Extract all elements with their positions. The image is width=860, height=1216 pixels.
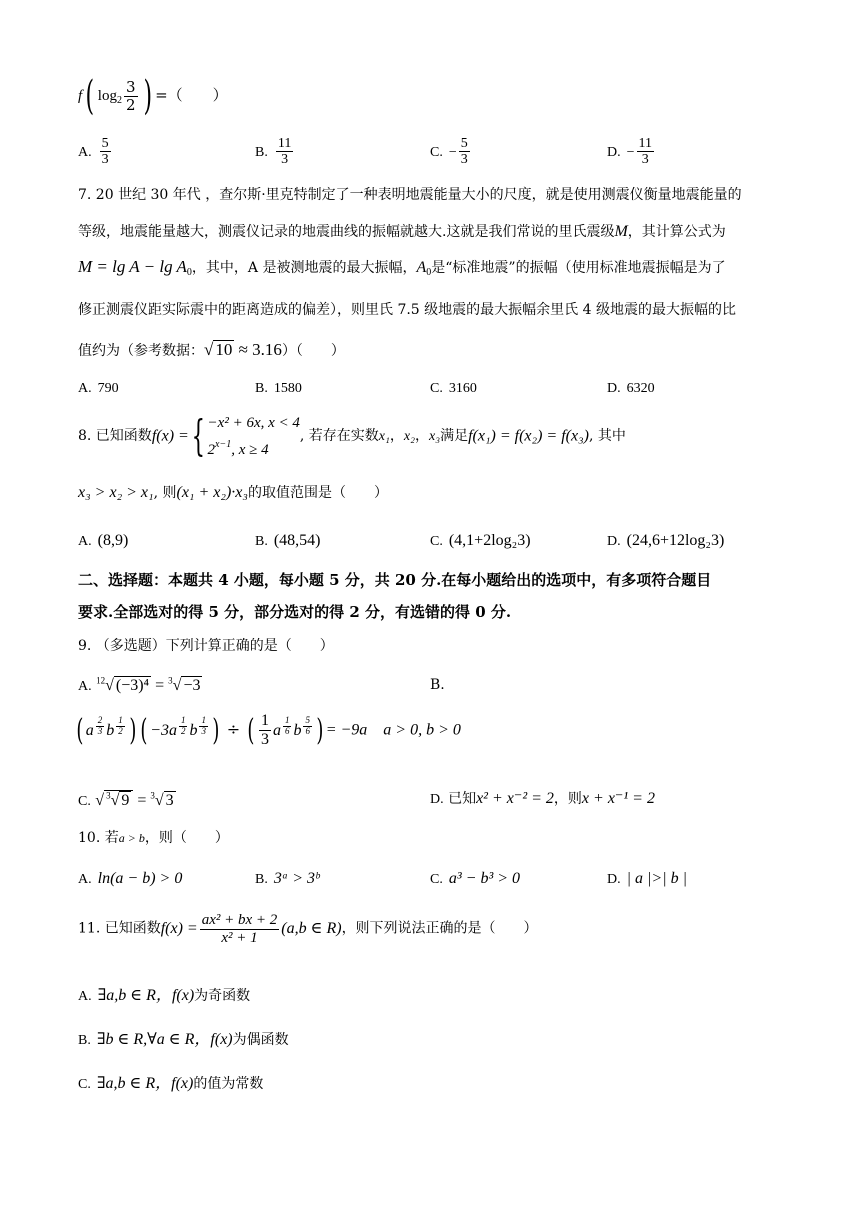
- q6-frac-den: 2: [125, 95, 136, 114]
- option-math: ∃a,b ∈ R，: [96, 1075, 172, 1092]
- q9b-term2: −3a $^{\frac{1}{2}}$ b $^{\frac{1}{3}}$: [150, 714, 206, 739]
- frac-num: 11: [277, 136, 292, 151]
- option-label: B.: [255, 144, 268, 160]
- q6-frac: [124, 79, 138, 113]
- option-label: B.: [255, 534, 268, 549]
- q8-mid: , 若存在实数: [299, 427, 379, 444]
- q6-eq: =（ ）: [155, 86, 228, 104]
- q8-cases: [208, 412, 300, 461]
- q10-option-b: [255, 870, 319, 888]
- option-label: A.: [78, 872, 92, 887]
- q9b-frac: $\frac{1}{3}$: [260, 712, 269, 748]
- q11-option-c: [78, 1070, 263, 1093]
- option-label: B.: [255, 872, 268, 887]
- q8-tail: , 其中: [588, 427, 626, 444]
- option-label: B.: [255, 381, 268, 396]
- radical-index: 3: [150, 790, 155, 801]
- q7-a0-symbol: A: [416, 259, 427, 276]
- q11-frac-num: ax² + bx + 2: [201, 912, 278, 928]
- q6-base: 2: [116, 95, 122, 106]
- q7-line1: 7. 20 世纪 30 年代 ，查尔斯·里克特制定了一种表明地震能量大小的尺度，就是使用测震仪衡量地震能量的: [78, 187, 742, 203]
- option-math: ∃b ∈ R,∀a ∈ R，: [96, 1031, 211, 1048]
- option-label: D.: [607, 144, 621, 160]
- frac-den: 3: [281, 152, 289, 168]
- option-text: a³ − b³ > 0: [448, 870, 521, 887]
- option-label: C.: [78, 794, 91, 809]
- q9-option-a: [78, 676, 202, 695]
- frac-num: 11: [638, 136, 653, 151]
- q8-line1: 8. 已知函数f(x) ={ −x² + 6x, x < 4 $2^{x-1}$, x ≥ 4 , 若存在实数x₁，x₂，x₃满足f(x₁) = f(x₂) = f(x₃), 其中: [78, 411, 626, 461]
- q11-option-a: [78, 982, 250, 1005]
- q7-line2-text: 等级，地震能量越大，测震仪记录的地震曲线的振幅就越大.这就是我们常说的里氏震级: [78, 224, 615, 240]
- q7-sqrt-arg: 10: [215, 340, 233, 359]
- option-fx: f(x): [210, 1031, 233, 1048]
- q9-option-c: [78, 790, 176, 810]
- q6-option-c: [430, 136, 472, 168]
- q8-expr: (x₁ + x₂)·x₃: [176, 484, 248, 501]
- q7-line2: [78, 223, 726, 241]
- paren: (: [140, 712, 148, 748]
- q7-magnitude-symbol: M: [614, 223, 628, 240]
- q7-line3-text: ，其中，A 是被测地震的最大振幅，: [191, 260, 417, 276]
- q7-line4: 修正测震仪距实际震中的距离造成的偏差），则里氏 7.5 级地震的最大振幅余里氏 4 级地震的最大振幅的比: [78, 302, 736, 318]
- radicand: (−3)⁴: [115, 677, 150, 694]
- q8-x3: x₃: [428, 428, 441, 444]
- option-frac: [276, 136, 293, 168]
- q9d-expr1: x² + x⁻² = 2: [476, 790, 554, 807]
- option-label: A.: [78, 989, 92, 1004]
- q7-line2-tail: ，其计算公式为: [627, 224, 726, 240]
- option-frac: [637, 136, 654, 168]
- option-text: ln(a − b) > 0: [97, 870, 183, 887]
- option-text: 790: [97, 381, 119, 396]
- q8-case2-base: 2: [207, 442, 216, 458]
- q9-stem: 9. （多选题）下列计算正确的是（ ）: [78, 638, 334, 654]
- q11-frac-den: x² + 1: [221, 929, 258, 946]
- option-label: D.: [607, 534, 621, 549]
- q10-option-d: [607, 870, 687, 888]
- radical-index: 3: [106, 790, 111, 801]
- q8-case1: −x² + 6x, x < 4: [207, 415, 300, 431]
- q11-tail: ，则下列说法正确的是（ ）: [341, 920, 538, 937]
- option-label: A.: [78, 679, 92, 694]
- option-text: (24,6+12log₂3): [626, 532, 725, 549]
- radical-index: 12: [96, 675, 106, 686]
- q9-c-expr: √ $^3$√ 9 = $^3$√ 3: [95, 790, 174, 809]
- option-text: 6320: [626, 381, 655, 396]
- section2-line1: 二、选择题：本题共 4 小题，每小题 5 分，共 20 分.在每小题给出的选项中，有多项符合题目: [78, 571, 712, 589]
- q10-stem-a: 10. 若: [78, 830, 119, 846]
- option-text: (4,1+2log₂3): [448, 532, 531, 549]
- frac-num: 5: [101, 136, 109, 151]
- option-fx: f(x): [171, 1075, 194, 1092]
- q9-a-expr: $^{12}$√ (−3)⁴ = $^3$√ −3: [96, 675, 201, 694]
- q7-option-a: [78, 380, 119, 397]
- q8-fx: f(x) =: [151, 427, 189, 445]
- q9b-term3: a $^{\frac{1}{6}}$ b $^{\frac{5}{6}}$: [272, 714, 310, 739]
- frac-num: 5: [460, 136, 468, 151]
- q9-option-b-expr: ( a $^{\frac{2}{3}}$ b $^{\frac{1}{2}}$ ) ( −3a $^{\frac{1}{2}}$ b $^{\frac{1}{3}}$ ) ÷ ( $\frac{1}{3}$ a $^{\frac{1}{6}}$ b $^{\frac{5}{6}}$ ) = −9a a > 0, b > 0: [76, 712, 461, 748]
- q11-frac: [200, 912, 280, 946]
- q7-option-b: [255, 380, 302, 397]
- option-label: D.: [430, 792, 444, 807]
- q8-case2: [208, 434, 300, 461]
- q7-formula: M = lg A − lg A: [78, 257, 187, 276]
- option-text: | a |>| b |: [626, 870, 688, 887]
- option-label: B.: [78, 1033, 91, 1048]
- paren: (: [76, 712, 84, 748]
- frac-den: 3: [101, 152, 109, 168]
- option-text: 为偶函数: [232, 1032, 289, 1048]
- option-text: (8,9): [97, 532, 129, 549]
- paren: ): [212, 712, 220, 748]
- q7-formula-sub: 0: [186, 267, 192, 278]
- q8-intro: 8. 已知函数: [78, 427, 152, 444]
- q11-fx: f(x) =: [160, 920, 198, 938]
- option-label: D.: [607, 381, 621, 396]
- q10-stem: [78, 831, 229, 846]
- q9d-expr2: x + x⁻¹ = 2: [581, 790, 655, 807]
- q8-option-b: [255, 530, 321, 550]
- q8-option-d: [607, 530, 724, 550]
- q6-stem: [78, 73, 228, 126]
- option-text: (48,54): [273, 532, 321, 549]
- q9-option-d: [430, 790, 655, 808]
- q7-line5: [78, 340, 345, 360]
- radicand: −3: [183, 677, 201, 694]
- q7-approx: ≈ 3.16: [234, 340, 282, 359]
- option-label: A.: [78, 144, 92, 160]
- option-fx: f(x): [171, 987, 195, 1004]
- paren: ): [129, 712, 137, 748]
- q10-stem-b: ，则（ ）: [144, 830, 229, 846]
- q7-line3-tail: 是“标准地震”的振幅（使用标准地震振幅是为了: [431, 260, 726, 276]
- q7-option-c: [430, 380, 477, 397]
- option-label: C.: [430, 144, 443, 160]
- section2-line2: 要求.全部选对的得 5 分，部分选对的得 2 分，有选错的得 0 分.: [78, 603, 512, 621]
- paren: (: [247, 712, 255, 748]
- q11-option-b: [78, 1026, 289, 1049]
- option-label: C.: [430, 872, 443, 887]
- q11-intro: 11. 已知函数: [78, 920, 161, 937]
- q8-x2: x₂: [403, 428, 415, 444]
- q11-stem: [78, 912, 538, 964]
- option-text: 1580: [273, 381, 302, 396]
- q10-option-a: [78, 870, 182, 888]
- q9-option-b-label: B.: [430, 677, 445, 693]
- q7-line5-text: 值约为（参考数据：: [78, 343, 204, 359]
- option-label: D.: [607, 872, 621, 887]
- q9d-text: 已知: [448, 791, 477, 807]
- radicand: 9: [121, 792, 130, 809]
- option-text: 的值为常数: [193, 1076, 264, 1092]
- q8-line2-tail: 的取值范围是（ ）: [247, 485, 388, 501]
- q8-case2-rest: , x ≥ 4: [231, 442, 269, 458]
- frac-den: 3: [641, 152, 649, 168]
- q8-brace: {: [191, 411, 205, 461]
- q9d-text2: ，则: [553, 791, 582, 807]
- left-paren: (: [85, 73, 95, 119]
- option-text: 3160: [448, 381, 477, 396]
- q6-f: f: [78, 88, 83, 104]
- option-text: 为奇函数: [194, 988, 251, 1004]
- q8-option-a: [78, 530, 128, 550]
- option-label: C.: [78, 1077, 91, 1092]
- q8-case2-exp: x−1: [215, 439, 232, 450]
- right-paren: ): [143, 73, 152, 119]
- q6-log: log: [97, 88, 117, 104]
- q8-line2: [78, 484, 388, 502]
- q6-option-b: [255, 136, 295, 168]
- q8-line2-mid: , 则: [153, 485, 177, 501]
- q10-option-c: [430, 870, 520, 888]
- option-label: C.: [430, 381, 443, 396]
- option-frac: [459, 136, 470, 168]
- option-label: C.: [430, 534, 443, 549]
- frac-den: 3: [460, 152, 468, 168]
- q9b-tail: = −9a a > 0, b > 0: [325, 721, 461, 739]
- q7-option-d: [607, 380, 655, 397]
- q8-eqchain: f(x₁) = f(x₂) = f(x₃): [468, 427, 589, 445]
- q10-cond: a > b: [118, 831, 145, 845]
- q6-option-d: [607, 136, 656, 168]
- q8-x1: x₁: [378, 428, 390, 444]
- option-sign: −: [448, 144, 457, 160]
- q8-satisfy: 满足: [440, 427, 469, 444]
- q6-option-a: [78, 136, 113, 168]
- q11-domain: (a,b ∈ R): [281, 920, 342, 938]
- q8-ineq: x₃ > x₂ > x₁: [78, 484, 154, 501]
- q9b-term1: a $^{\frac{2}{3}}$ b $^{\frac{1}{2}}$: [85, 714, 123, 739]
- q7-sqrt: √ 10: [204, 340, 233, 359]
- q7-a0-sub: 0: [426, 267, 432, 278]
- paren: ): [316, 712, 324, 748]
- q6-frac-num: 3: [125, 78, 136, 96]
- option-frac: [100, 136, 111, 168]
- option-sign: −: [626, 144, 635, 160]
- q7-line3: [78, 258, 726, 278]
- q7-line5-tail: ）（ ）: [281, 343, 345, 359]
- radical-index: 3: [168, 675, 173, 686]
- option-text: 3ᵃ > 3ᵇ: [273, 870, 320, 887]
- option-math: ∃a,b ∈ R，: [97, 987, 172, 1004]
- option-label: A.: [78, 534, 92, 549]
- q8-option-c: [430, 530, 531, 550]
- radicand: 3: [165, 792, 174, 809]
- option-label: A.: [78, 381, 92, 396]
